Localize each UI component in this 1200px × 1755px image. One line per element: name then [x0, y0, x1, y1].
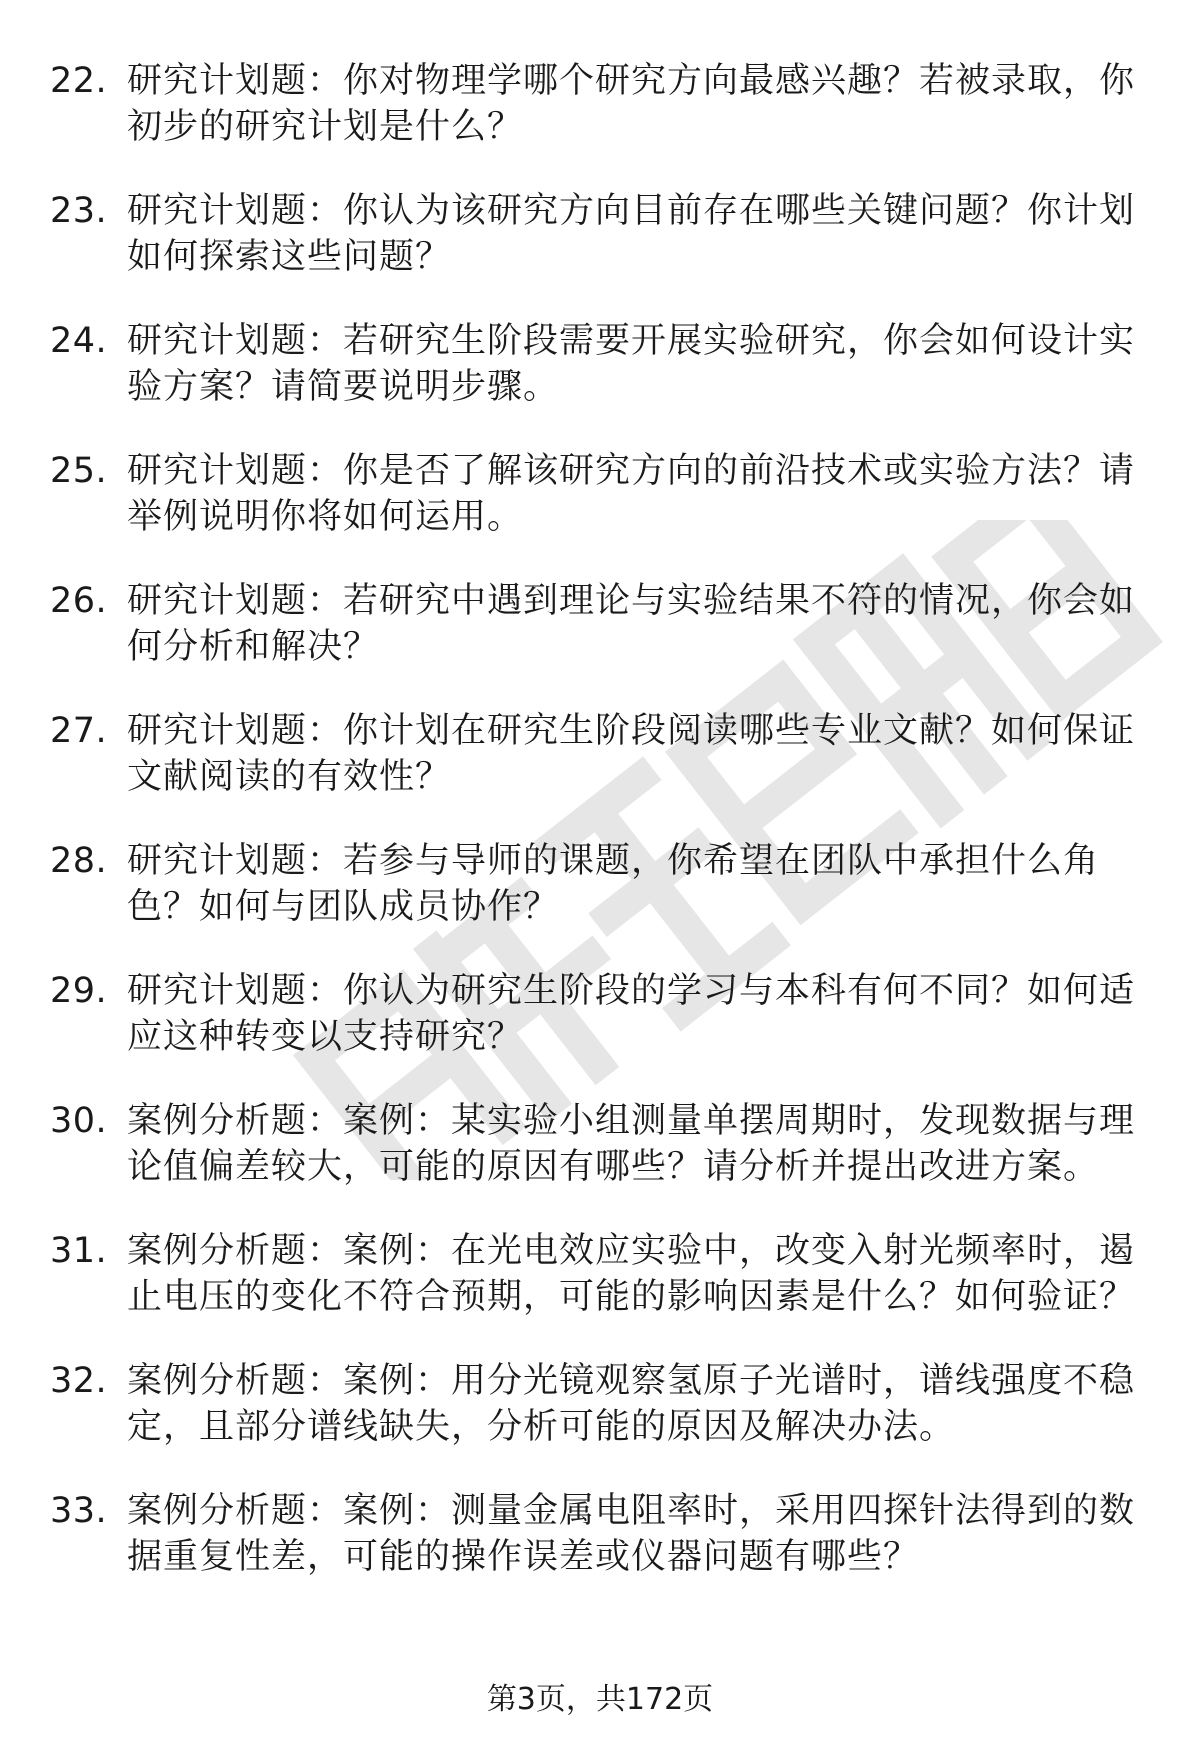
page-footer: 第3页，共172页	[486, 1682, 714, 1717]
question-number: 30.	[50, 1101, 108, 1141]
question-text: 案例分析题：案例：在光电效应实验中，改变入射光频率时，遏止电压的变化不符合预期，可能的影响因素是什么？如何验证？	[127, 1231, 1136, 1317]
question-text: 研究计划题：你对物理学哪个研究方向最感兴趣？若被录取，你初步的研究计划是什么？	[127, 61, 1136, 147]
question-text: 研究计划题：若研究生阶段需要开展实验研究，你会如何设计实验方案？请简要说明步骤。	[127, 321, 1136, 407]
question-text: 研究计划题：你计划在研究生阶段阅读哪些专业文献？如何保证文献阅读的有效性？	[127, 711, 1136, 797]
question-item	[50, 318, 1150, 448]
question-number: 26.	[50, 581, 108, 621]
question-number: 27.	[50, 711, 108, 751]
question-number: 22.	[50, 61, 108, 101]
question-item	[50, 1098, 1150, 1228]
question-number: 24.	[50, 321, 108, 361]
question-text: 研究计划题：你认为该研究方向目前存在哪些关键问题？你计划如何探索这些问题？	[127, 191, 1136, 277]
question-text: 案例分析题：案例：某实验小组测量单摆周期时，发现数据与理论值偏差较大，可能的原因有哪些？请分析并提出改进方案。	[127, 1101, 1136, 1187]
question-number: 31.	[50, 1231, 108, 1271]
question-item	[50, 1228, 1150, 1358]
question-number: 25.	[50, 451, 108, 491]
question-number: 33.	[50, 1491, 108, 1531]
question-number: 29.	[50, 971, 108, 1011]
question-item	[50, 968, 1150, 1098]
question-text: 研究计划题：若研究中遇到理论与实验结果不符的情况，你会如何分析和解决？	[127, 581, 1136, 667]
question-item	[50, 448, 1150, 578]
question-text: 研究计划题：你是否了解该研究方向的前沿技术或实验方法？请举例说明你将如何运用。	[127, 451, 1136, 537]
question-text: 研究计划题：若参与导师的课题，你希望在团队中承担什么角色？如何与团队成员协作？	[127, 841, 1100, 927]
question-number: 28.	[50, 841, 108, 881]
question-item	[50, 1488, 1150, 1618]
question-item	[50, 838, 1150, 968]
question-item	[50, 708, 1150, 838]
question-number: 23.	[50, 191, 108, 231]
question-text: 案例分析题：案例：用分光镜观察氢原子光谱时，谱线强度不稳定，且部分谱线缺失，分析可能的原因及解决办法。	[127, 1361, 1136, 1447]
question-item	[50, 188, 1150, 318]
question-text: 研究计划题：你认为研究生阶段的学习与本科有何不同？如何适应这种转变以支持研究？	[127, 971, 1136, 1057]
question-item	[50, 58, 1150, 188]
question-item	[50, 578, 1150, 708]
question-list	[50, 58, 1150, 1618]
question-text: 案例分析题：案例：测量金属电阻率时，采用四探针法得到的数据重复性差，可能的操作误差或仪器问题有哪些？	[127, 1491, 1136, 1577]
question-item	[50, 1358, 1150, 1488]
question-number: 32.	[50, 1361, 108, 1401]
